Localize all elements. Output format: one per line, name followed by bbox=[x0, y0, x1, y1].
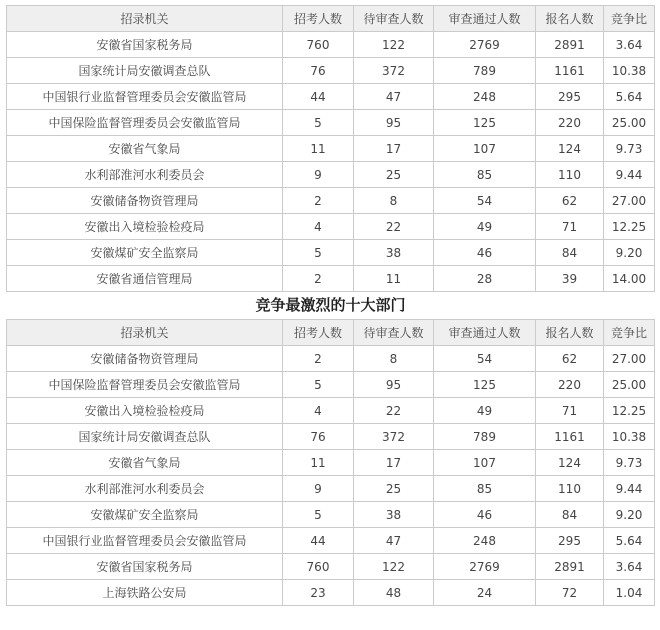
value-cell: 25.00 bbox=[604, 372, 655, 398]
column-header: 招考人数 bbox=[283, 320, 354, 346]
table-row bbox=[7, 110, 655, 136]
value-cell: 84 bbox=[536, 502, 604, 528]
agency-cell: 国家统计局安徽调查总队 bbox=[7, 424, 283, 450]
table-row bbox=[7, 502, 655, 528]
value-cell: 85 bbox=[434, 476, 536, 502]
value-cell: 49 bbox=[434, 398, 536, 424]
value-cell: 23 bbox=[283, 580, 354, 606]
agency-cell: 水利部淮河水利委员会 bbox=[7, 162, 283, 188]
value-cell: 789 bbox=[434, 424, 536, 450]
value-cell: 95 bbox=[354, 372, 434, 398]
column-header: 待审查人数 bbox=[354, 6, 434, 32]
agency-cell: 安徽省通信管理局 bbox=[7, 266, 283, 292]
table-row bbox=[7, 214, 655, 240]
value-cell: 2 bbox=[283, 266, 354, 292]
agency-cell: 安徽省气象局 bbox=[7, 450, 283, 476]
value-cell: 47 bbox=[354, 84, 434, 110]
value-cell: 220 bbox=[536, 110, 604, 136]
column-header: 竞争比 bbox=[604, 6, 655, 32]
value-cell: 107 bbox=[434, 136, 536, 162]
value-cell: 47 bbox=[354, 528, 434, 554]
column-header: 招考人数 bbox=[283, 6, 354, 32]
table-row bbox=[7, 32, 655, 58]
agency-cell: 水利部淮河水利委员会 bbox=[7, 476, 283, 502]
value-cell: 8 bbox=[354, 346, 434, 372]
value-cell: 4 bbox=[283, 214, 354, 240]
agency-cell: 国家统计局安徽调查总队 bbox=[7, 58, 283, 84]
value-cell: 248 bbox=[434, 528, 536, 554]
value-cell: 124 bbox=[536, 450, 604, 476]
value-cell: 110 bbox=[536, 162, 604, 188]
value-cell: 44 bbox=[283, 528, 354, 554]
value-cell: 25.00 bbox=[604, 110, 655, 136]
value-cell: 2 bbox=[283, 188, 354, 214]
value-cell: 10.38 bbox=[604, 424, 655, 450]
table-row bbox=[7, 398, 655, 424]
value-cell: 17 bbox=[354, 136, 434, 162]
table-row bbox=[7, 372, 655, 398]
agency-cell: 中国银行业监督管理委员会安徽监管局 bbox=[7, 84, 283, 110]
value-cell: 124 bbox=[536, 136, 604, 162]
value-cell: 46 bbox=[434, 240, 536, 266]
value-cell: 3.64 bbox=[604, 32, 655, 58]
value-cell: 10.38 bbox=[604, 58, 655, 84]
value-cell: 9.20 bbox=[604, 502, 655, 528]
value-cell: 9.73 bbox=[604, 136, 655, 162]
value-cell: 22 bbox=[354, 398, 434, 424]
value-cell: 84 bbox=[536, 240, 604, 266]
value-cell: 25 bbox=[354, 162, 434, 188]
value-cell: 5 bbox=[283, 372, 354, 398]
value-cell: 9 bbox=[283, 476, 354, 502]
value-cell: 62 bbox=[536, 188, 604, 214]
agency-cell: 中国银行业监督管理委员会安徽监管局 bbox=[7, 528, 283, 554]
column-header: 待审查人数 bbox=[354, 320, 434, 346]
value-cell: 49 bbox=[434, 214, 536, 240]
value-cell: 71 bbox=[536, 214, 604, 240]
table-row bbox=[7, 58, 655, 84]
value-cell: 9.73 bbox=[604, 450, 655, 476]
agency-cell: 中国保险监督管理委员会安徽监管局 bbox=[7, 110, 283, 136]
value-cell: 76 bbox=[283, 58, 354, 84]
value-cell: 1.04 bbox=[604, 580, 655, 606]
value-cell: 27.00 bbox=[604, 188, 655, 214]
value-cell: 54 bbox=[434, 346, 536, 372]
value-cell: 38 bbox=[354, 240, 434, 266]
value-cell: 72 bbox=[536, 580, 604, 606]
value-cell: 62 bbox=[536, 346, 604, 372]
value-cell: 122 bbox=[354, 32, 434, 58]
agency-cell: 安徽出入境检验检疫局 bbox=[7, 214, 283, 240]
table-row bbox=[7, 266, 655, 292]
value-cell: 248 bbox=[434, 84, 536, 110]
value-cell: 76 bbox=[283, 424, 354, 450]
agency-cell: 安徽省国家税务局 bbox=[7, 32, 283, 58]
agency-cell: 安徽出入境检验检疫局 bbox=[7, 398, 283, 424]
value-cell: 12.25 bbox=[604, 214, 655, 240]
value-cell: 9.44 bbox=[604, 476, 655, 502]
value-cell: 2891 bbox=[536, 554, 604, 580]
agency-cell: 安徽省气象局 bbox=[7, 136, 283, 162]
value-cell: 9.44 bbox=[604, 162, 655, 188]
agency-cell: 中国保险监督管理委员会安徽监管局 bbox=[7, 372, 283, 398]
value-cell: 46 bbox=[434, 502, 536, 528]
value-cell: 71 bbox=[536, 398, 604, 424]
value-cell: 3.64 bbox=[604, 554, 655, 580]
value-cell: 295 bbox=[536, 528, 604, 554]
header-row bbox=[7, 6, 655, 32]
value-cell: 789 bbox=[434, 58, 536, 84]
table-header bbox=[7, 6, 655, 32]
value-cell: 2 bbox=[283, 346, 354, 372]
agency-cell: 安徽煤矿安全监察局 bbox=[7, 502, 283, 528]
value-cell: 11 bbox=[283, 450, 354, 476]
value-cell: 5.64 bbox=[604, 84, 655, 110]
recruitment-stats-table-top bbox=[6, 5, 655, 292]
column-header: 审查通过人数 bbox=[434, 6, 536, 32]
value-cell: 11 bbox=[354, 266, 434, 292]
value-cell: 17 bbox=[354, 450, 434, 476]
value-cell: 122 bbox=[354, 554, 434, 580]
table-row bbox=[7, 188, 655, 214]
table-header bbox=[7, 320, 655, 346]
agency-cell: 安徽储备物资管理局 bbox=[7, 346, 283, 372]
value-cell: 44 bbox=[283, 84, 354, 110]
value-cell: 2769 bbox=[434, 554, 536, 580]
value-cell: 9 bbox=[283, 162, 354, 188]
table-row bbox=[7, 240, 655, 266]
value-cell: 5 bbox=[283, 502, 354, 528]
column-header: 审查通过人数 bbox=[434, 320, 536, 346]
value-cell: 9.20 bbox=[604, 240, 655, 266]
value-cell: 5 bbox=[283, 240, 354, 266]
table-row bbox=[7, 476, 655, 502]
agency-cell: 上海铁路公安局 bbox=[7, 580, 283, 606]
table-row bbox=[7, 450, 655, 476]
value-cell: 11 bbox=[283, 136, 354, 162]
value-cell: 5 bbox=[283, 110, 354, 136]
top-ten-competitive-table bbox=[6, 319, 655, 606]
column-header: 竞争比 bbox=[604, 320, 655, 346]
value-cell: 4 bbox=[283, 398, 354, 424]
value-cell: 110 bbox=[536, 476, 604, 502]
value-cell: 1161 bbox=[536, 424, 604, 450]
value-cell: 372 bbox=[354, 424, 434, 450]
column-header: 招录机关 bbox=[7, 320, 283, 346]
value-cell: 24 bbox=[434, 580, 536, 606]
value-cell: 295 bbox=[536, 84, 604, 110]
agency-cell: 安徽煤矿安全监察局 bbox=[7, 240, 283, 266]
table-row bbox=[7, 162, 655, 188]
value-cell: 12.25 bbox=[604, 398, 655, 424]
table-row bbox=[7, 554, 655, 580]
column-header: 报名人数 bbox=[536, 6, 604, 32]
value-cell: 760 bbox=[283, 554, 354, 580]
value-cell: 28 bbox=[434, 266, 536, 292]
section-title: 竞争最激烈的十大部门 bbox=[255, 296, 406, 314]
value-cell: 760 bbox=[283, 32, 354, 58]
column-header: 招录机关 bbox=[7, 6, 283, 32]
value-cell: 39 bbox=[536, 266, 604, 292]
header-row bbox=[7, 320, 655, 346]
table-row bbox=[7, 84, 655, 110]
value-cell: 14.00 bbox=[604, 266, 655, 292]
table-row bbox=[7, 580, 655, 606]
value-cell: 22 bbox=[354, 214, 434, 240]
agency-cell: 安徽储备物资管理局 bbox=[7, 188, 283, 214]
value-cell: 27.00 bbox=[604, 346, 655, 372]
column-header: 报名人数 bbox=[536, 320, 604, 346]
value-cell: 107 bbox=[434, 450, 536, 476]
table-row bbox=[7, 424, 655, 450]
table-row bbox=[7, 346, 655, 372]
table-row bbox=[7, 136, 655, 162]
value-cell: 8 bbox=[354, 188, 434, 214]
value-cell: 125 bbox=[434, 110, 536, 136]
value-cell: 95 bbox=[354, 110, 434, 136]
value-cell: 220 bbox=[536, 372, 604, 398]
agency-cell: 安徽省国家税务局 bbox=[7, 554, 283, 580]
value-cell: 5.64 bbox=[604, 528, 655, 554]
table-body bbox=[7, 32, 655, 292]
value-cell: 125 bbox=[434, 372, 536, 398]
value-cell: 2891 bbox=[536, 32, 604, 58]
value-cell: 25 bbox=[354, 476, 434, 502]
table-row bbox=[7, 528, 655, 554]
value-cell: 38 bbox=[354, 502, 434, 528]
value-cell: 1161 bbox=[536, 58, 604, 84]
value-cell: 2769 bbox=[434, 32, 536, 58]
value-cell: 372 bbox=[354, 58, 434, 84]
table-body bbox=[7, 346, 655, 606]
value-cell: 54 bbox=[434, 188, 536, 214]
value-cell: 48 bbox=[354, 580, 434, 606]
value-cell: 85 bbox=[434, 162, 536, 188]
